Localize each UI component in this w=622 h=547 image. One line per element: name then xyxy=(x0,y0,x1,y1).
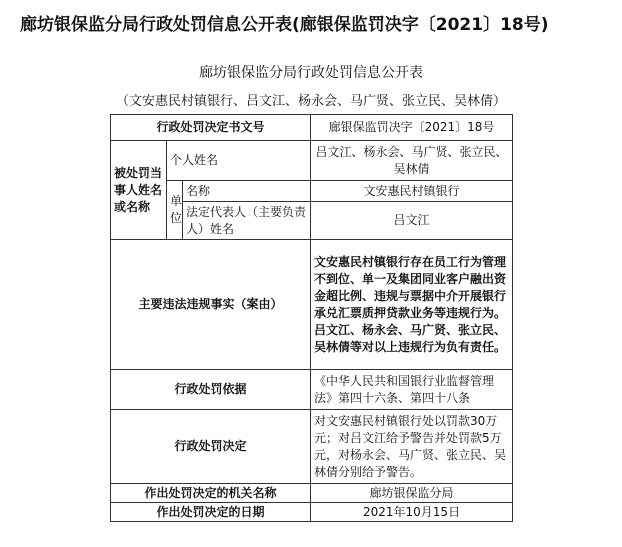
party-label: 被处罚当事人姓名或名称 xyxy=(111,141,167,240)
table-row xyxy=(111,503,513,522)
table-row xyxy=(111,484,513,503)
penalty-basis-value: 《中华人民共和国银行业监督管理法》第四十六条、第四十八条 xyxy=(311,370,513,410)
decision-date-value: 2021年10月15日 xyxy=(311,503,513,522)
individual-name-label: 个人姓名 xyxy=(167,141,311,181)
table-row xyxy=(111,240,513,370)
violation-facts-value: 文安惠民村镇银行存在员工行为管理不到位、单一及集团同业客户融出资金超比例、违规与票据中介开展银行承兑汇票质押贷款业务等违规行为。吕文江、杨永会、马广贤、张立民、吴林倩等对以上违规行为负有责任。 xyxy=(311,240,513,370)
penalty-basis-label: 行政处罚依据 xyxy=(111,370,311,410)
legal-representative-label: 法定代表人（主要负责人）姓名 xyxy=(183,202,311,240)
violation-facts-label: 主要违法违规事实（案由） xyxy=(111,240,311,370)
decision-date-label: 作出处罚决定的日期 xyxy=(111,503,311,522)
decision-number-label: 行政处罚决定书文号 xyxy=(111,115,311,141)
unit-label: 单位 xyxy=(167,181,183,240)
table-row xyxy=(111,141,513,181)
table-row xyxy=(111,115,513,141)
penalty-info-table xyxy=(110,114,513,522)
decision-number-value: 廊银保监罚决字〔2021〕18号 xyxy=(311,115,513,141)
authority-value: 廊坊银保监分局 xyxy=(311,484,513,503)
penalty-decision-value: 对文安惠民村镇银行处以罚款30万元；对吕文江给予警告并处罚款5万元，对杨永会、马广贤、张立民、吴林倩分别给予警告。 xyxy=(311,410,513,484)
individual-name-value: 吕文江、杨永会、马广贤、张立民、吴林倩 xyxy=(311,141,513,181)
authority-label: 作出处罚决定的机关名称 xyxy=(111,484,311,503)
page-title: 廊坊银保监分局行政处罚信息公开表(廊银保监罚决字〔2021〕18号) xyxy=(20,15,549,35)
penalty-decision-label: 行政处罚决定 xyxy=(111,410,311,484)
table-row xyxy=(111,370,513,410)
legal-representative-value: 吕文江 xyxy=(311,202,513,240)
unit-name-label: 名称 xyxy=(183,181,311,202)
document-title: 廊坊银保监分局行政处罚信息公开表 xyxy=(199,65,423,81)
document-subtitle: （文安惠民村镇银行、吕文江、杨永会、马广贤、张立民、吴林倩） xyxy=(115,94,506,109)
table-row xyxy=(111,181,513,202)
unit-name-value: 文安惠民村镇银行 xyxy=(311,181,513,202)
table-row xyxy=(111,410,513,484)
